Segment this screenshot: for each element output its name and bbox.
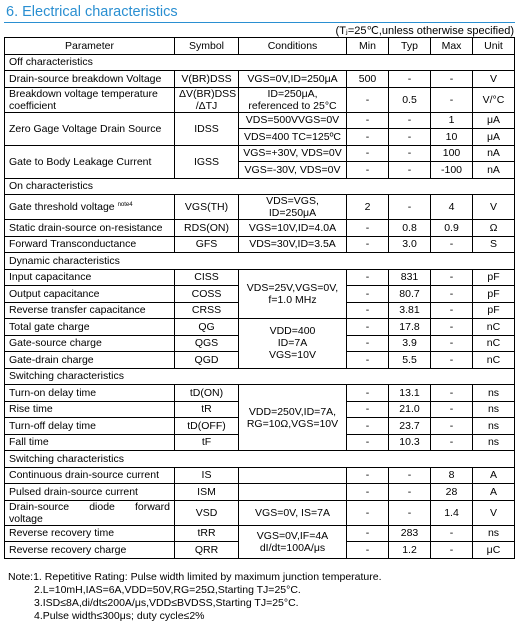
min-cell: - xyxy=(347,87,389,112)
min-cell: - xyxy=(347,319,389,336)
section-title: 6. Electrical characteristics xyxy=(6,4,178,20)
condition-cell: VGS=0V,ID=250μA xyxy=(239,71,347,88)
symbol-cell: RDS(ON) xyxy=(175,220,239,237)
symbol-cell: CISS xyxy=(175,269,239,286)
note-ref: note4 xyxy=(117,202,133,208)
table-row xyxy=(5,385,515,402)
column-header: Parameter xyxy=(5,38,175,55)
param-cell: Zero Gage Voltage Drain Source xyxy=(5,112,175,145)
unit-cell: ns xyxy=(473,434,515,451)
max-cell: -100 xyxy=(431,162,473,179)
unit-cell: μA xyxy=(473,112,515,129)
unit-cell: ns xyxy=(473,401,515,418)
condition-line: VDD=250V,ID=7A, xyxy=(248,405,337,418)
max-cell: 0.9 xyxy=(431,220,473,237)
max-cell: - xyxy=(431,434,473,451)
condition-cell: VGS=-30V, VDS=0V xyxy=(239,162,347,179)
unit-cell: ns xyxy=(473,525,515,542)
unit-cell: nC xyxy=(473,335,515,352)
typ-cell: 80.7 xyxy=(389,286,431,303)
symbol-cell: tRR xyxy=(175,525,239,542)
condition-cell xyxy=(239,319,347,369)
min-cell: - xyxy=(347,525,389,542)
condition-line: VDD=400 xyxy=(269,325,316,338)
table-row xyxy=(5,71,515,88)
param-cell: Reverse recovery charge xyxy=(5,542,175,559)
condition-cell: VGS=0V, IS=7A xyxy=(239,500,347,525)
unit-cell: Ω xyxy=(473,220,515,237)
condition-cell: VDS=500VVGS=0V xyxy=(239,112,347,129)
min-cell: - xyxy=(347,352,389,369)
min-cell: - xyxy=(347,434,389,451)
param-cell: Turn-off delay time xyxy=(5,418,175,435)
typ-cell: - xyxy=(389,500,431,525)
typ-cell: 831 xyxy=(389,269,431,286)
param-cell: Gate-source charge xyxy=(5,335,175,352)
param-cell: Rise time xyxy=(5,401,175,418)
typ-cell: 21.0 xyxy=(389,401,431,418)
condition-cell: ID=250μA, referenced to 25°C xyxy=(239,87,347,112)
unit-cell: pF xyxy=(473,269,515,286)
max-cell: - xyxy=(431,335,473,352)
symbol-cell: IDSS xyxy=(175,112,239,145)
unit-cell: μC xyxy=(473,542,515,559)
symbol-cell: tD(ON) xyxy=(175,385,239,402)
max-cell: 1 xyxy=(431,112,473,129)
max-cell: - xyxy=(431,385,473,402)
min-cell: - xyxy=(347,542,389,559)
min-cell: - xyxy=(347,145,389,162)
min-cell: - xyxy=(347,335,389,352)
max-cell: 100 xyxy=(431,145,473,162)
param-cell: Reverse transfer capacitance xyxy=(5,302,175,319)
table-row xyxy=(5,319,515,336)
condition-cell: VDS=400 TC=125ºC xyxy=(239,129,347,146)
typ-cell: 10.3 xyxy=(389,434,431,451)
symbol-cell: CRSS xyxy=(175,302,239,319)
max-cell: - xyxy=(431,525,473,542)
symbol-cell: IGSS xyxy=(175,145,239,178)
unit-cell: pF xyxy=(473,302,515,319)
symbol-cell: GFS xyxy=(175,236,239,253)
group-heading: Dynamic characteristics xyxy=(5,253,515,270)
unit-cell: A xyxy=(473,467,515,484)
param-cell: Fall time xyxy=(5,434,175,451)
min-cell: - xyxy=(347,467,389,484)
unit-cell: V/°C xyxy=(473,87,515,112)
table-row xyxy=(5,525,515,542)
min-cell: - xyxy=(347,236,389,253)
max-cell: 8 xyxy=(431,467,473,484)
min-cell: - xyxy=(347,220,389,237)
condition-line: VGS=10V xyxy=(269,349,316,362)
typ-cell: - xyxy=(389,162,431,179)
max-cell: 4 xyxy=(431,195,473,220)
symbol-cell: tR xyxy=(175,401,239,418)
unit-cell: ns xyxy=(473,385,515,402)
max-cell: 10 xyxy=(431,129,473,146)
unit-cell: nA xyxy=(473,162,515,179)
max-cell: - xyxy=(431,319,473,336)
max-cell: - xyxy=(431,302,473,319)
condition-cell xyxy=(239,525,347,558)
footnote: 4.Pulse width≤300μs; duty cycle≤2% xyxy=(34,610,205,622)
typ-cell: 0.8 xyxy=(389,220,431,237)
max-cell: - xyxy=(431,87,473,112)
typ-cell: - xyxy=(389,145,431,162)
condition-cell xyxy=(239,269,347,319)
column-header: Min xyxy=(347,38,389,55)
max-cell: - xyxy=(431,236,473,253)
condition-line: f=1.0 MHz xyxy=(268,293,317,306)
typ-cell: 23.7 xyxy=(389,418,431,435)
footnotes xyxy=(8,571,382,623)
symbol-cell: COSS xyxy=(175,286,239,303)
typ-cell: - xyxy=(389,112,431,129)
group-heading: Off characteristics xyxy=(5,54,515,71)
param-cell: Static drain-source on-resistance xyxy=(5,220,175,237)
condition-line: RG=10Ω,VGS=10V xyxy=(246,417,339,430)
max-cell: - xyxy=(431,269,473,286)
max-cell: - xyxy=(431,352,473,369)
typ-cell: - xyxy=(389,195,431,220)
symbol-cell: ISM xyxy=(175,484,239,501)
unit-cell: V xyxy=(473,71,515,88)
param-cell: Gate to Body Leakage Current xyxy=(5,145,175,178)
symbol-cell: QGD xyxy=(175,352,239,369)
column-header: Unit xyxy=(473,38,515,55)
param-cell: Reverse recovery time xyxy=(5,525,175,542)
min-cell: 2 xyxy=(347,195,389,220)
unit-cell: pF xyxy=(473,286,515,303)
unit-cell: μA xyxy=(473,129,515,146)
max-cell: - xyxy=(431,418,473,435)
param-text: Gate threshold voltage xyxy=(9,201,115,213)
table-row xyxy=(5,112,515,129)
typ-cell: - xyxy=(389,71,431,88)
footnote: Note:1. Repetitive Rating: Pulse width limited by maximum junction temperature. xyxy=(8,571,382,583)
param-cell: Input capacitance xyxy=(5,269,175,286)
min-cell: - xyxy=(347,129,389,146)
table-row xyxy=(5,220,515,237)
min-cell: - xyxy=(347,112,389,129)
min-cell: - xyxy=(347,484,389,501)
footnote: 2.L=10mH,IAS=6A,VDD=50V,RG=25Ω,Starting TJ=25°C. xyxy=(34,584,301,596)
min-cell: - xyxy=(347,286,389,303)
unit-cell: nC xyxy=(473,352,515,369)
typ-cell: 283 xyxy=(389,525,431,542)
max-cell: 28 xyxy=(431,484,473,501)
condition-line: dI/dt=100A/μs xyxy=(259,541,326,554)
min-cell: - xyxy=(347,418,389,435)
condition-line: ID=7A xyxy=(277,337,308,350)
table-header-row xyxy=(5,38,515,55)
table-row xyxy=(5,195,515,220)
typ-cell: - xyxy=(389,129,431,146)
condition-cell xyxy=(239,484,347,501)
test-condition-note: (Tⱼ=25℃,unless otherwise specified) xyxy=(335,25,514,37)
typ-cell: - xyxy=(389,467,431,484)
param-cell: Turn-on delay time xyxy=(5,385,175,402)
condition-cell xyxy=(239,467,347,484)
symbol-cell: QG xyxy=(175,319,239,336)
table-row xyxy=(5,87,515,112)
condition-line: VDS=25V,VGS=0V, xyxy=(246,281,339,294)
symbol-cell: QGS xyxy=(175,335,239,352)
unit-cell: V xyxy=(473,500,515,525)
condition-cell: VGS=+30V, VDS=0V xyxy=(239,145,347,162)
unit-cell: V xyxy=(473,195,515,220)
param-cell: Drain-source diode forward voltage xyxy=(5,500,175,525)
unit-cell: A xyxy=(473,484,515,501)
condition-cell: VDS=30V,ID=3.5A xyxy=(239,236,347,253)
symbol-cell: ΔV(BR)DSS /ΔTJ xyxy=(175,87,239,112)
param-cell: Output capacitance xyxy=(5,286,175,303)
symbol-cell: tF xyxy=(175,434,239,451)
column-header: Typ xyxy=(389,38,431,55)
unit-cell: nC xyxy=(473,319,515,336)
group-heading: Switching characteristics xyxy=(5,451,515,468)
group-heading: On characteristics xyxy=(5,178,515,195)
table-row xyxy=(5,467,515,484)
max-cell: - xyxy=(431,542,473,559)
footnote: 3.ISD≤8A,di/dt≤200A/μs,VDD≤BVDSS,Starting TJ=25°C. xyxy=(34,597,299,609)
param-cell: Total gate charge xyxy=(5,319,175,336)
condition-cell: VDS=VGS, ID=250μA xyxy=(239,195,347,220)
param-cell: Forward Transconductance xyxy=(5,236,175,253)
max-cell: - xyxy=(431,71,473,88)
symbol-cell: VSD xyxy=(175,500,239,525)
table-row xyxy=(5,500,515,525)
electrical-characteristics-table xyxy=(4,37,515,559)
table-row xyxy=(5,269,515,286)
symbol-cell: tD(OFF) xyxy=(175,418,239,435)
condition-cell: VGS=10V,ID=4.0A xyxy=(239,220,347,237)
typ-cell: 3.0 xyxy=(389,236,431,253)
min-cell: 500 xyxy=(347,71,389,88)
param-cell: Breakdown voltage temperature coefficient xyxy=(5,87,175,112)
typ-cell: 0.5 xyxy=(389,87,431,112)
unit-cell: ns xyxy=(473,418,515,435)
typ-cell: 17.8 xyxy=(389,319,431,336)
param-cell: Gate-drain charge xyxy=(5,352,175,369)
symbol-cell: IS xyxy=(175,467,239,484)
table-row xyxy=(5,236,515,253)
max-cell: - xyxy=(431,286,473,303)
symbol-cell: QRR xyxy=(175,542,239,559)
min-cell: - xyxy=(347,269,389,286)
table-row xyxy=(5,484,515,501)
condition-cell xyxy=(239,385,347,451)
column-header: Conditions xyxy=(239,38,347,55)
param-cell: Pulsed drain-source current xyxy=(5,484,175,501)
unit-cell: nA xyxy=(473,145,515,162)
max-cell: 1.4 xyxy=(431,500,473,525)
symbol-cell: VGS(TH) xyxy=(175,195,239,220)
typ-cell: 1.2 xyxy=(389,542,431,559)
typ-cell: 5.5 xyxy=(389,352,431,369)
typ-cell: - xyxy=(389,484,431,501)
param-cell: Drain-source breakdown Voltage xyxy=(5,71,175,88)
min-cell: - xyxy=(347,302,389,319)
min-cell: - xyxy=(347,162,389,179)
title-underline xyxy=(4,22,515,23)
column-header: Symbol xyxy=(175,38,239,55)
typ-cell: 13.1 xyxy=(389,385,431,402)
condition-line: VGS=0V,IF=4A xyxy=(256,529,329,542)
param-cell: Continuous drain-source current xyxy=(5,467,175,484)
param-cell xyxy=(5,195,175,220)
column-header: Max xyxy=(431,38,473,55)
group-heading: Switching characteristics xyxy=(5,368,515,385)
symbol-cell: V(BR)DSS xyxy=(175,71,239,88)
typ-cell: 3.81 xyxy=(389,302,431,319)
table-row xyxy=(5,145,515,162)
min-cell: - xyxy=(347,385,389,402)
unit-cell: S xyxy=(473,236,515,253)
min-cell: - xyxy=(347,500,389,525)
typ-cell: 3.9 xyxy=(389,335,431,352)
min-cell: - xyxy=(347,401,389,418)
max-cell: - xyxy=(431,401,473,418)
